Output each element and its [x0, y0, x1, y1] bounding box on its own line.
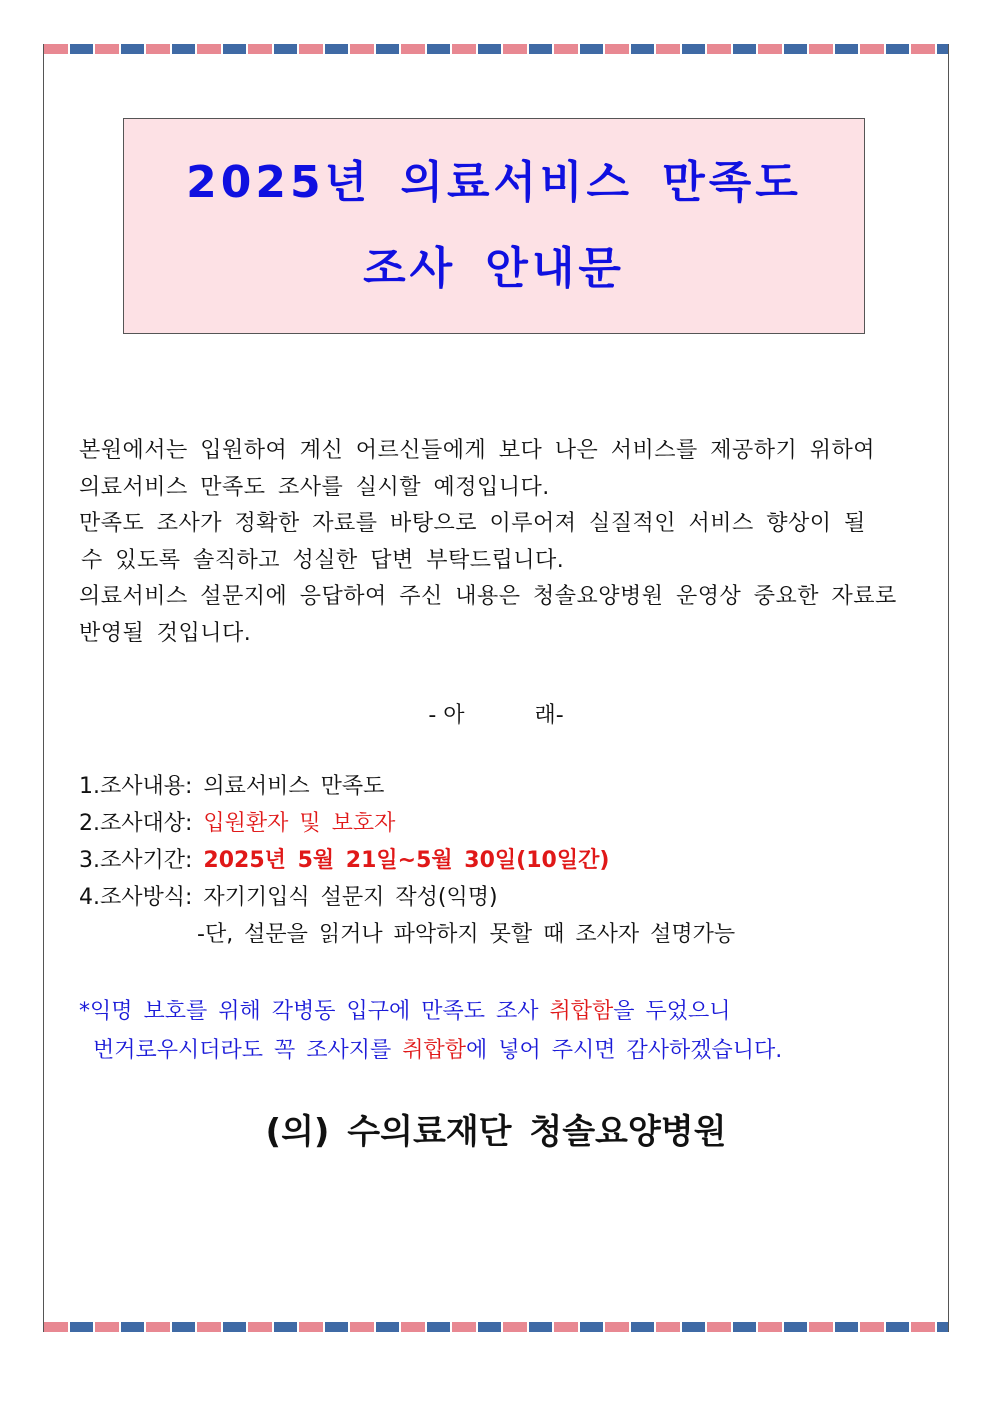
intro-line: 의료서비스 설문지에 응답하여 주신 내용은 청솔요양병원 운영상 중요한 자료로: [79, 584, 897, 609]
notice-text: 번거로우시더라도 꼭 조사지를: [93, 1038, 403, 1063]
hospital-name: (의) 수의료재단 청솔요양병원: [265, 1112, 727, 1152]
notice-text: 에 넣어 주시면 감사하겠습니다.: [466, 1038, 783, 1063]
notice-line-2: [79, 1031, 782, 1070]
notice: [79, 992, 782, 1070]
notice-line-1: [79, 992, 782, 1031]
notice-text: 을 두었으니: [613, 999, 731, 1024]
survey-target-label: 2.조사대상:: [79, 811, 193, 836]
survey-method-row: [79, 879, 735, 916]
intro-line: 만족도 조사가 정확한 자료를 바탕으로 이루어져 실질적인 서비스 향상이 될: [79, 511, 866, 536]
survey-period-value: 2025년 5월 21일~5월 30일(10일간): [203, 848, 610, 873]
title-line-2: 조사 안내문: [363, 243, 625, 294]
survey-target-value: 입원환자 및 보호자: [203, 811, 396, 836]
survey-method-value: 자기기입식 설문지 작성(익명): [203, 885, 498, 910]
survey-period-label: 3.조사기간:: [79, 848, 193, 873]
collection-box-text: 취합함: [402, 1038, 467, 1063]
intro-line: 본원에서는 입원하여 계신 어르신들에게 보다 나은 서비스를 제공하기 위하여: [79, 438, 876, 463]
collection-box-text: 취합함: [549, 999, 614, 1024]
survey-method-label: 4.조사방식:: [79, 885, 193, 910]
survey-details: [79, 768, 735, 953]
title-line-1: 2025년 의료서비스 만족도: [186, 157, 802, 208]
bottom-border-stripe: [44, 1322, 948, 1332]
center-note: - 아 래-: [428, 703, 564, 728]
intro-line: 반영될 것입니다.: [79, 620, 252, 646]
intro-line: 의료서비스 만족도 조사를 실시할 예정입니다.: [79, 474, 550, 500]
survey-method-note: -단, 설문을 읽거나 파악하지 못할 때 조사자 설명가능: [197, 922, 736, 947]
survey-content-row: [79, 768, 735, 805]
survey-target-row: [79, 805, 735, 842]
survey-content-value: 의료서비스 만족도: [203, 774, 385, 799]
top-border-stripe: [44, 44, 948, 54]
intro-paragraph: [79, 433, 945, 652]
survey-content-label: 1.조사내용:: [79, 774, 193, 799]
title-box: [123, 118, 865, 334]
intro-line: 수 있도록 솔직하고 성실한 답변 부탁드립니다.: [81, 547, 565, 573]
survey-period-row: [79, 842, 735, 879]
notice-text: *익명 보호를 위해 각병동 입구에 만족도 조사: [79, 999, 550, 1024]
